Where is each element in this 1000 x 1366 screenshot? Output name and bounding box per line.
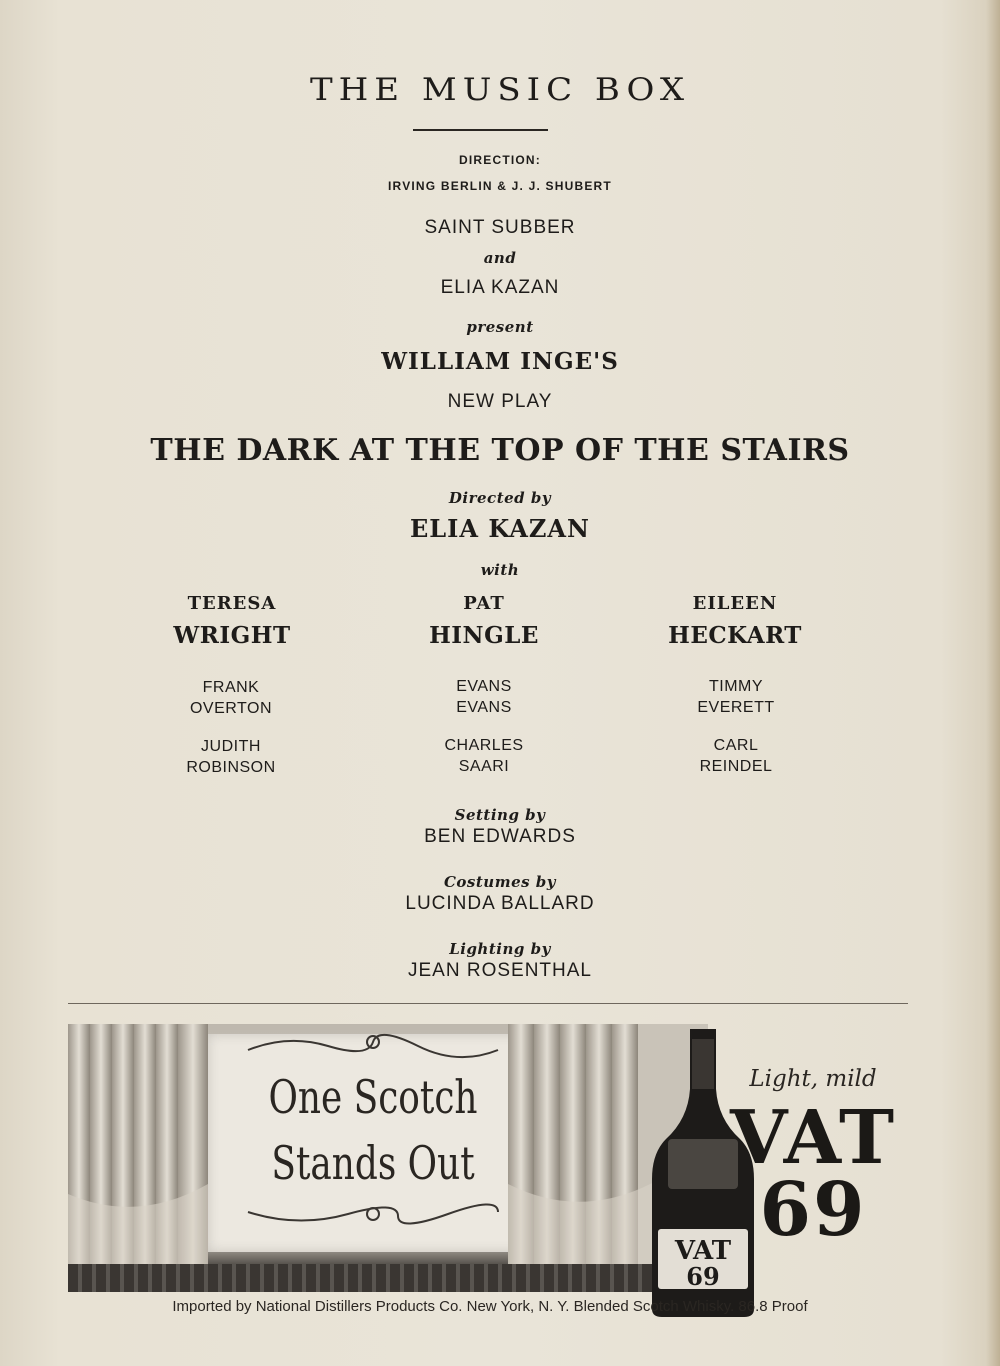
with-text: with bbox=[480, 561, 520, 579]
supporting-last-name: SAARI bbox=[458, 758, 510, 775]
directed-by-label: Directed by bbox=[448, 489, 552, 507]
bottle-label-69: 69 bbox=[686, 1262, 720, 1291]
ad-headline-line-2: Stands Out bbox=[271, 1136, 475, 1190]
star-last-name: HECKART bbox=[668, 622, 802, 649]
play-title: THE DARK AT THE TOP OF THE STAIRS bbox=[150, 433, 850, 468]
credit-label-costumes: Costumes by bbox=[443, 873, 556, 891]
brand-name-vat: VAT bbox=[729, 1095, 897, 1181]
supporting-column-2 bbox=[364, 676, 604, 777]
ad-footer-text: Imported by National Distillers Products Co. New York, N. Y. Blended Scotch Whisky. 86.8 Proof bbox=[172, 1298, 808, 1315]
star-column-2 bbox=[364, 593, 604, 649]
stage-footlights bbox=[68, 1264, 708, 1292]
stage-curtain-photo bbox=[68, 1024, 708, 1292]
supporting-actor bbox=[364, 676, 604, 718]
ad-headline-line-1: One Scotch bbox=[268, 1070, 478, 1124]
supporting-last-name: EVANS bbox=[456, 699, 512, 716]
vat69-advertisement bbox=[68, 1024, 928, 1292]
producer-1: SAINT SUBBER bbox=[424, 217, 576, 238]
author-name: WILLIAM INGE'S bbox=[381, 348, 619, 375]
new-play-text: NEW PLAY bbox=[447, 391, 553, 412]
bottle-label-vat: VAT bbox=[674, 1236, 732, 1266]
direction-names: IRVING BERLIN & J. J. SHUBERT bbox=[388, 179, 612, 193]
credit-name-setting: BEN EDWARDS bbox=[424, 826, 576, 847]
present-text: present bbox=[466, 318, 534, 336]
star-last-name: HINGLE bbox=[429, 622, 539, 649]
supporting-last-name: EVERETT bbox=[697, 699, 775, 716]
left-curtain-illustration bbox=[68, 1024, 208, 1274]
credit-name-costumes: LUCINDA BALLARD bbox=[405, 893, 595, 914]
supporting-first-name: FRANK bbox=[202, 679, 260, 696]
direction-label: DIRECTION: bbox=[459, 153, 541, 167]
star-column-1 bbox=[112, 593, 352, 649]
star-first-name: EILEEN bbox=[692, 593, 778, 614]
credit-name-lighting: JEAN ROSENTHAL bbox=[408, 960, 592, 981]
star-first-name: TERESA bbox=[187, 593, 277, 614]
credit-label-setting: Setting by bbox=[454, 806, 546, 824]
producer-2: ELIA KAZAN bbox=[440, 277, 560, 298]
supporting-actor bbox=[111, 736, 351, 778]
supporting-first-name: JUDITH bbox=[201, 738, 261, 755]
supporting-first-name: CARL bbox=[713, 737, 759, 754]
supporting-first-name: CHARLES bbox=[444, 737, 524, 754]
title-rule bbox=[413, 129, 548, 131]
star-last-name: WRIGHT bbox=[173, 622, 291, 649]
supporting-actor bbox=[111, 677, 351, 719]
credit-label-lighting: Lighting by bbox=[449, 940, 551, 958]
and-text: and bbox=[483, 249, 517, 267]
supporting-first-name: TIMMY bbox=[708, 678, 764, 695]
supporting-last-name: OVERTON bbox=[189, 700, 273, 717]
director-name: ELIA KAZAN bbox=[410, 514, 590, 543]
star-column-3 bbox=[615, 593, 855, 649]
supporting-column-3 bbox=[616, 676, 856, 777]
star-first-name: PAT bbox=[463, 593, 505, 614]
theatre-name: THE MUSIC BOX bbox=[309, 72, 691, 108]
supporting-column-1 bbox=[111, 677, 351, 778]
supporting-first-name: EVANS bbox=[456, 678, 512, 695]
supporting-actor bbox=[616, 676, 856, 718]
ad-tagline: Light, mild bbox=[749, 1066, 877, 1092]
brand-name-69: 69 bbox=[759, 1167, 867, 1253]
supporting-last-name: REINDEL bbox=[699, 758, 773, 775]
brand-logo bbox=[728, 1095, 898, 1253]
supporting-actor bbox=[616, 735, 856, 777]
supporting-actor bbox=[364, 735, 604, 777]
page-edge-shadow bbox=[986, 0, 1000, 1366]
advertisement-divider bbox=[68, 1003, 908, 1004]
supporting-last-name: ROBINSON bbox=[186, 759, 276, 776]
